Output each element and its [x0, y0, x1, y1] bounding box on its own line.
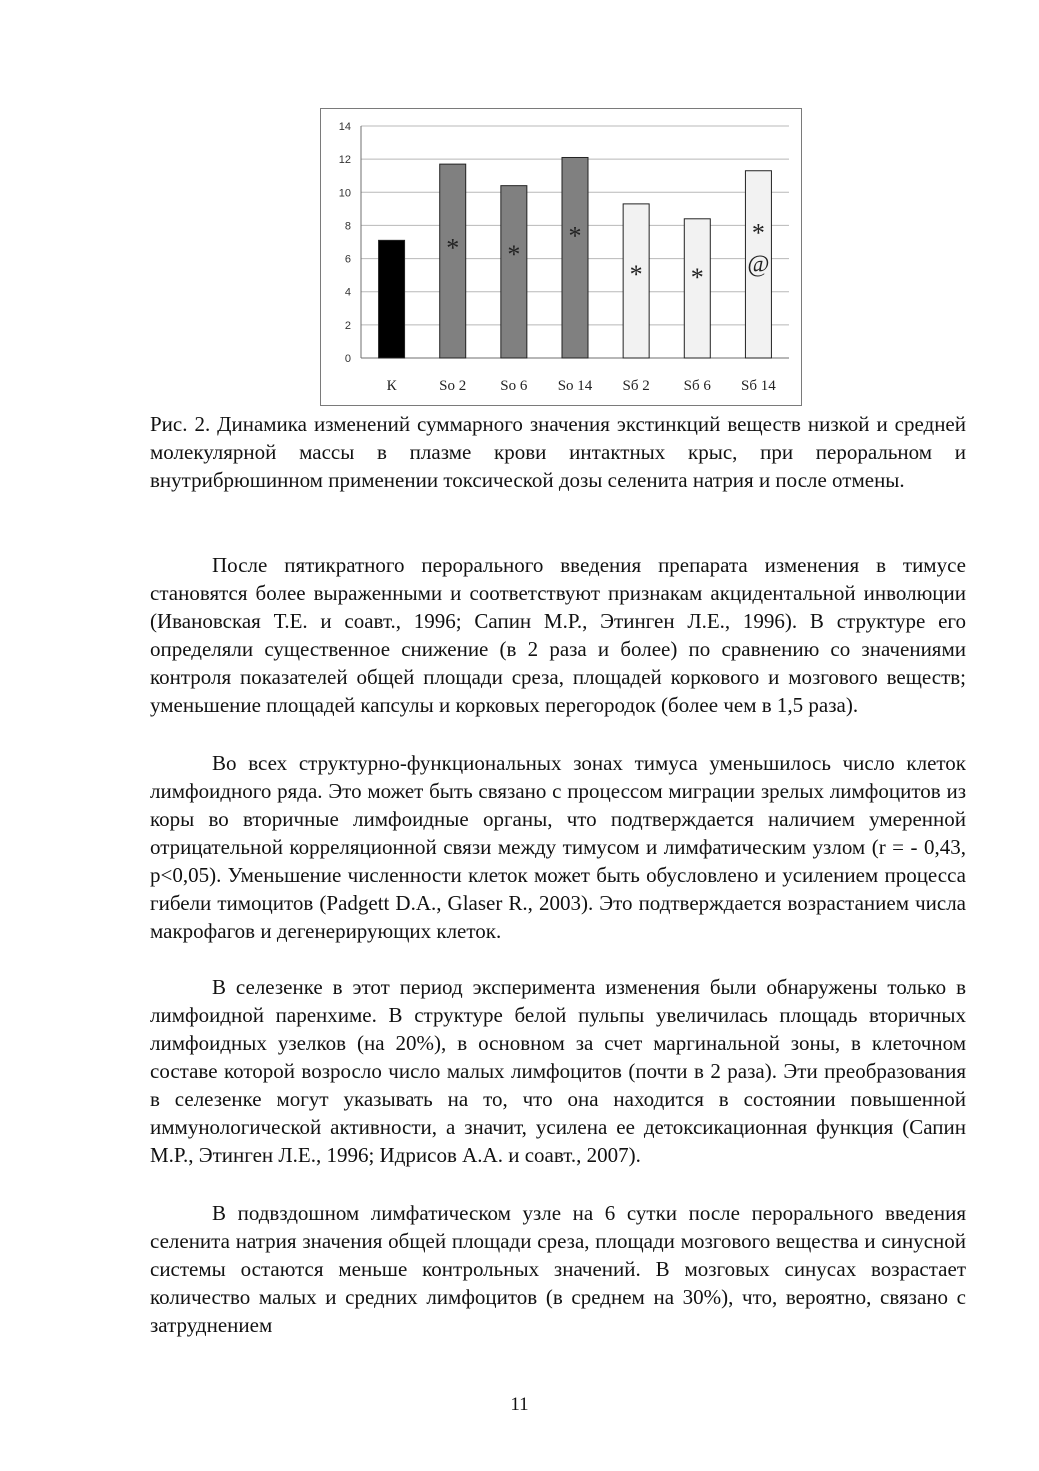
asterisk-annotation: * [568, 221, 582, 251]
asterisk-annotation: * [690, 263, 704, 293]
x-tick-label: Sб 6 [683, 378, 711, 394]
y-tick-label: 10 [338, 187, 351, 200]
body-paragraph: Во всех структурно-функциональных зонах тимуса уменьшилось число клеток лимфоидного ряда. Это может быть связано с процессом миграции зрелых лимфоцитов из коры во вторичные лимфоидные органы, что подтверждается наличием умеренной отрицательной корреляционной связи между тимусом и лимфатическим узлом (r = - 0,43, p<0,05). Уменьшение численности клеток может быть обусловлено и усилением процесса гибели тимоцитов (Padgett D.A., Glaser R., 2003). Это подтверждается возрастанием числа макрофагов и дегенерирующих клеток. [150, 751, 966, 943]
figure-caption: Рис. 2. Динамика изменений суммарного значения экстинкций веществ низкой и средней молекулярной массы в плазме крови интактных крыс, при пероральном и внутрибрюшинном применении токсической дозы селенита натрия и после отмены. [150, 412, 966, 492]
body-paragraph: В подвздошном лимфатическом узле на 6 сутки после перорального введения селенита натрия значения общей площади среза, площади мозгового вещества и синусной системы остаются меньше контрольных значений. В мозговых синусах возрастает количество малых и средних лимфоцитов (в среднем на 30%), что, вероятно, связано с затруднением [150, 1201, 966, 1337]
y-tick-label: 12 [338, 154, 351, 167]
x-tick-label: Sб 14 [741, 378, 776, 394]
y-tick-label: 6 [344, 253, 351, 266]
asterisk-annotation: * [507, 239, 521, 269]
body-paragraph: В селезенке в этот период эксперимента изменения были обнаружены только в лимфоидной паренхиме. В структуре белой пульпы увеличилась площадь вторичных лимфоидных узелков (на 20%), в основном за счет маргинальной зоны, в клеточном составе которой возросло число малых лимфоцитов (почти в 2 раза). Эти преобразования в селезенке могут указывать на то, что она находится в состоянии повышенной иммунологической активности, а значит, усилена ее детоксикационная функция (Сапин М.Р., Этинген Л.Е., 1996; Идрисов А.А. и соавт., 2007). [150, 975, 966, 1167]
chart-canvas [321, 109, 801, 405]
y-tick-label: 0 [344, 353, 351, 365]
body-paragraph: После пятикратного перорального введения препарата изменения в тимусе становятся более выраженными и соответствуют признакам акцидентальной инволюции (Ивановская Т.Е. и соавт., 1996; Сапин М.Р., Этинген Л.Е., 1996). В структуре его определяли существенное снижение (в 2 раза и более) по сравнению со значениями контроля показателей общей площади среза, площадей коркового и мозгового веществ; уменьшение площадей капсулы и корковых перегородок (более чем в 1,5 раза). [150, 553, 966, 717]
bar [501, 186, 527, 358]
y-tick-label: 14 [338, 121, 351, 133]
asterisk-annotation: * [629, 259, 643, 289]
asterisk-annotation: * [751, 218, 765, 248]
bar [562, 157, 588, 358]
page-number: 11 [510, 1394, 529, 1415]
bar-chart [320, 108, 802, 406]
x-tick-label: К [386, 378, 397, 394]
y-tick-label: 8 [344, 220, 351, 233]
y-tick-label: 2 [344, 319, 351, 332]
bar [379, 240, 405, 358]
x-tick-label: So 6 [500, 378, 528, 394]
at-annotation: @ [747, 251, 770, 278]
x-tick-label: So 2 [439, 378, 467, 394]
x-tick-label: So 14 [557, 378, 593, 394]
y-tick-label: 4 [344, 286, 351, 299]
asterisk-annotation: * [446, 233, 460, 263]
x-tick-label: Sб 2 [622, 378, 650, 394]
